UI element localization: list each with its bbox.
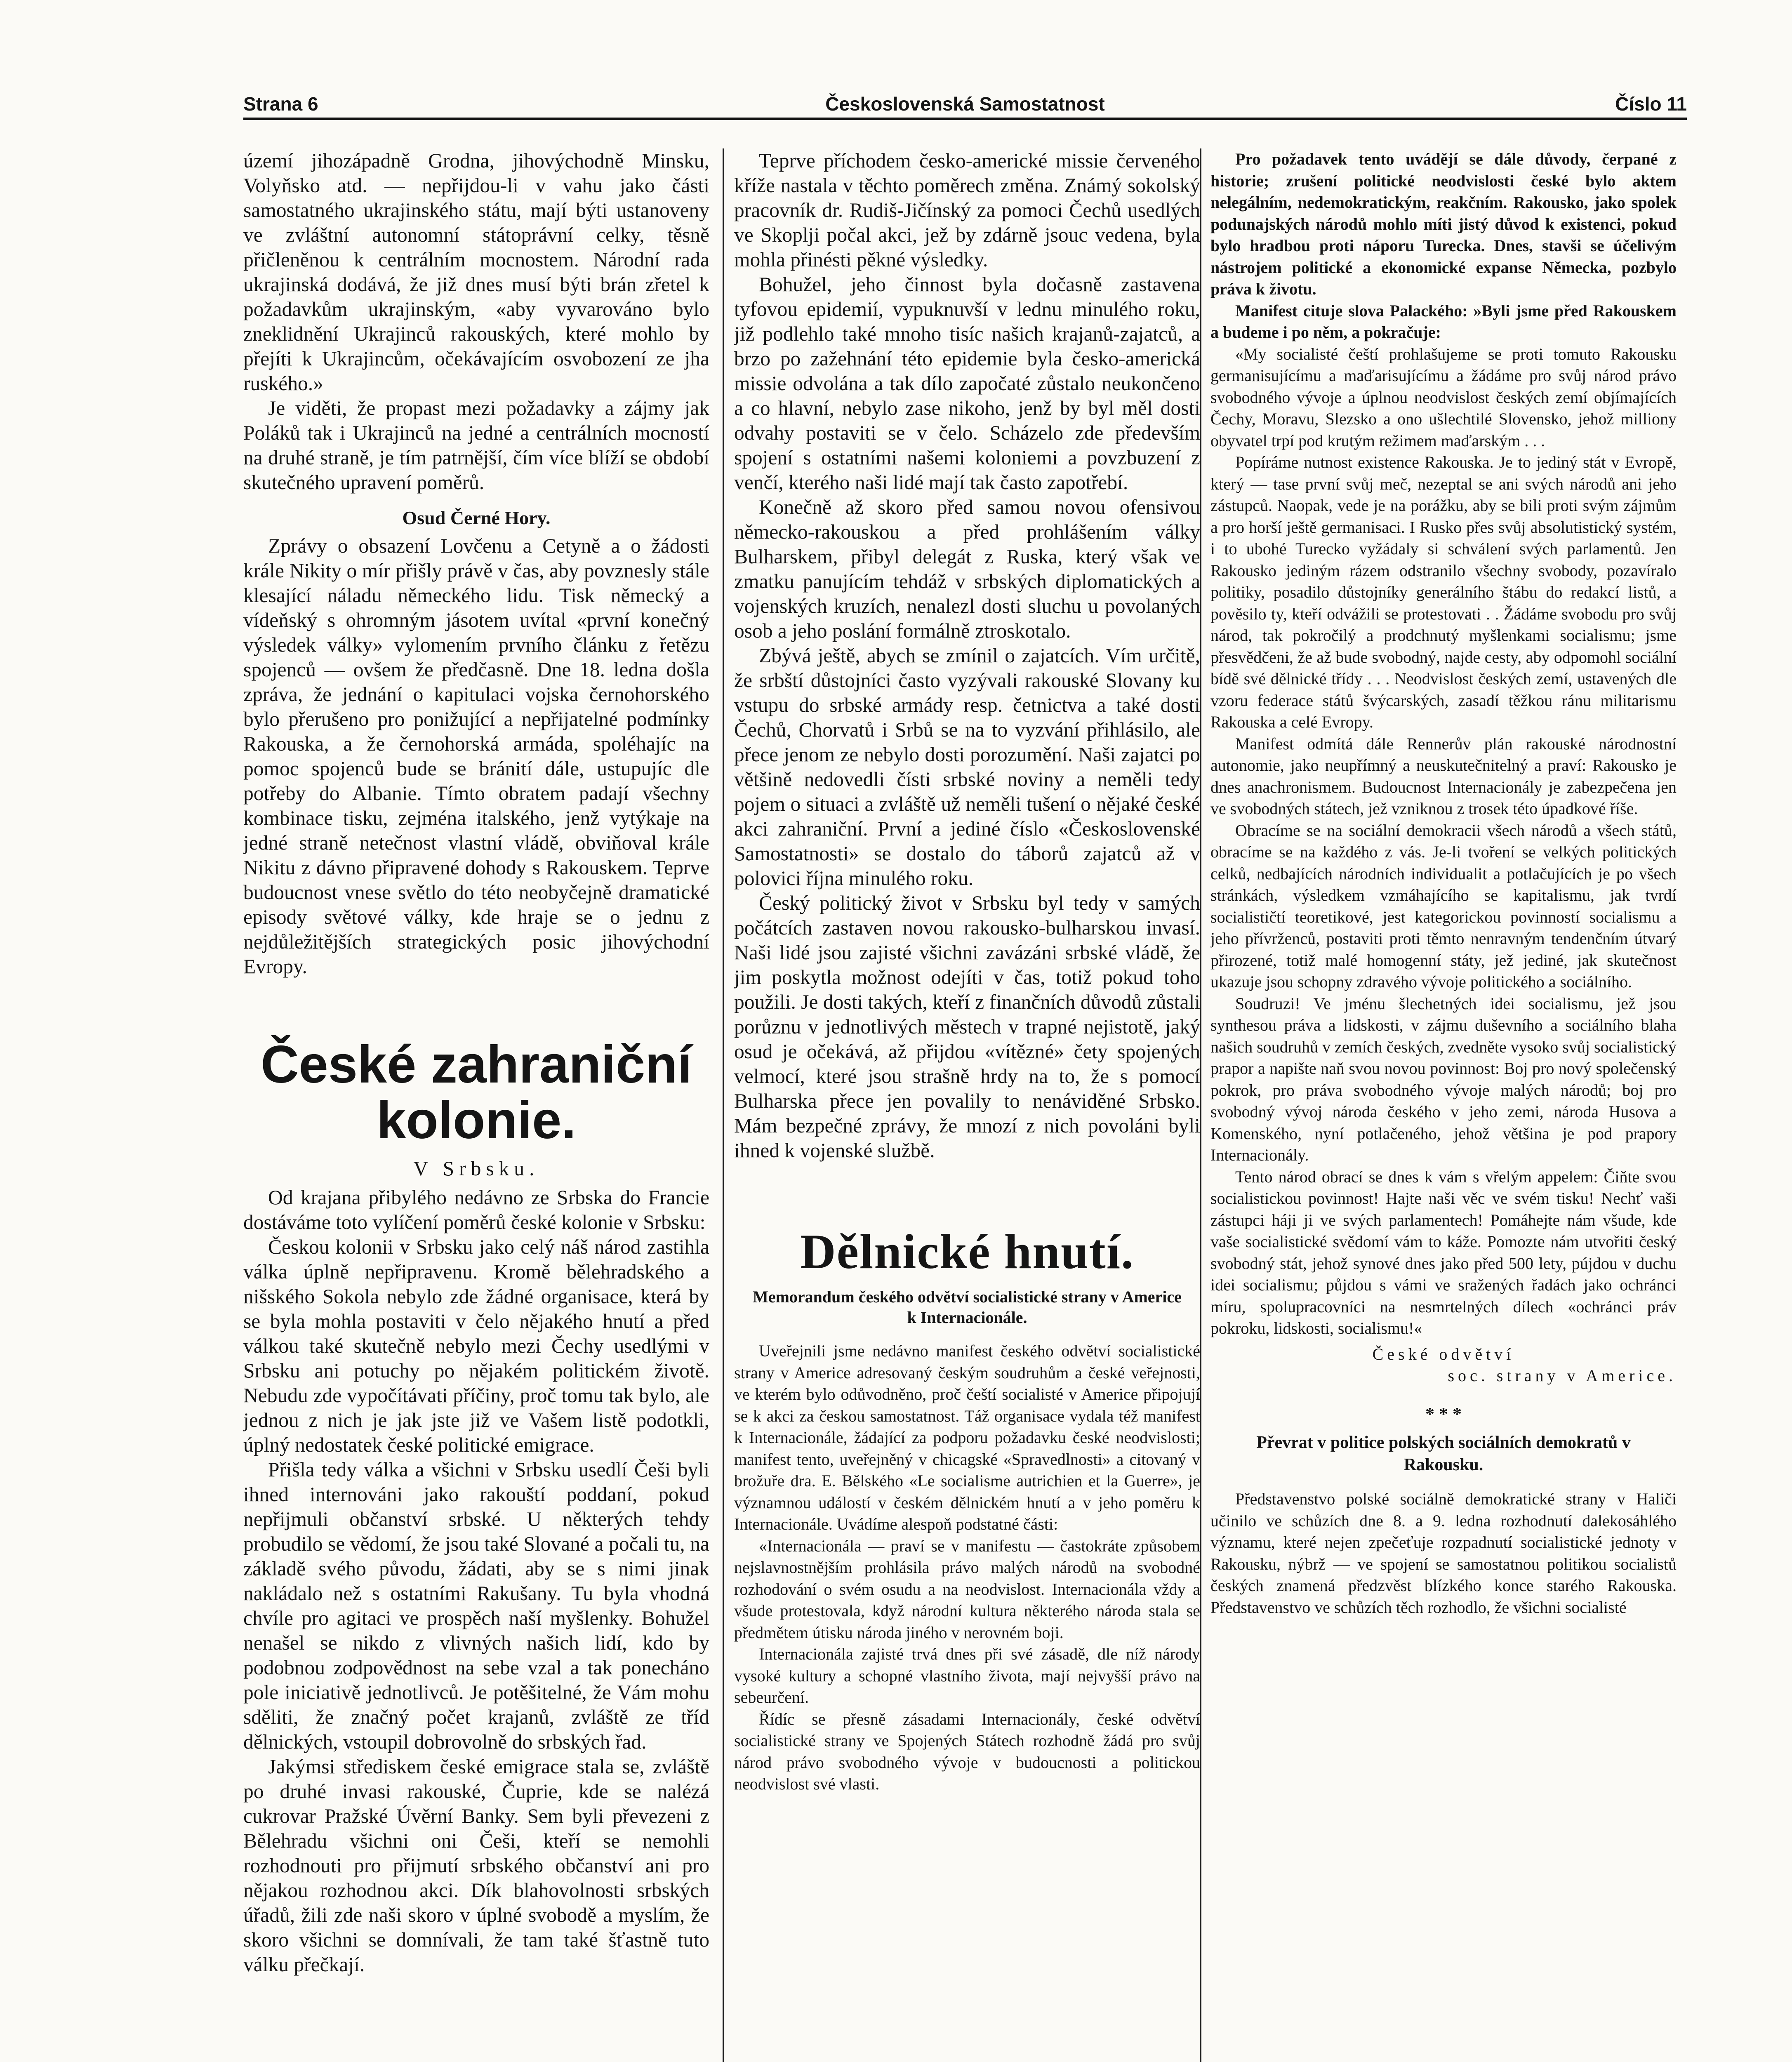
- paragraph: Internacionála zajisté trvá dnes při své zásadě, dle níž národy vysoké kultury a schopné vlastního života, mají nejvyšší právo na sebeurčení.: [734, 1645, 1200, 1707]
- issue-number: Číslo 11: [1615, 93, 1687, 115]
- paragraph: Teprve příchodem česko-americké missie červeného kříže nastala v těchto poměrech změna. Známý sokolský pracovník dr. Rudiš-Jičínský za pomoci Čechů usedlých ve Skoplji počal akci, jež by zdárně jsouc vedena, byla mohla přinésti pěkné výsledky.: [734, 149, 1200, 271]
- paragraph: Uveřejnili jsme nedávno manifest českého odvětví socialistické strany v Americe adresovaný českým soudruhům a české veřejnosti, ve kterém bylo odůvodněno, proč čeští socialisté v Americe připojují se k akci za českou samostatnost. Táž organisace vydala též manifest k Internacionále, žádající za podporu požadavku české neodvislosti; manifest tento, uveřejněný v chicagské «Spravedlnosti» a citovaný v brožuře dra. E. Bělského «Le socialisme autrichien et la Guerre», je významnou událostí v českém dělnickém hnutí a v jeho poměru k Internacionále. Uvádíme alespoň podstatné části:: [734, 1342, 1200, 1533]
- paragraph: Českou kolonii v Srbsku jako celý náš národ zastihla válka úplně nepřipravenu. Kromě bělehradského a nišského Sokola nebylo zde žádné organisace, která by se byla mohla postaviti v čelo nějakého hnutí a před válkou také skutečně nebylo mezi Čechy usedlými v Srbsku ani potuchy po nějakém politickém životě. Nebudu zde vypočítávati příčiny, proč tomu tak bylo, ale jednou z nich je jak jste již ve Vašem listě podotkli, úplný nedostatek české politické emigrace.: [243, 1236, 709, 1456]
- signature-line: soc. strany v Americe.: [1448, 1366, 1677, 1385]
- paragraph: Zbývá ještě, abych se zmínil o zajatcích. Vím určitě, že srbští důstojníci často vyzývali rakouské Slovany ku vstupu do srbské armády resp. četnictva a také dosti Čechů, Chorvatů i Srbů se na to vyzvání přihlásilo, ale přece jenom ze nebylo dosti porozumění. Naši zajatci po většině nedovedli čísti srbské noviny a neměli tedy pojem o situaci a zvláště už neměli tušení o nějaké české akci zahraniční. První a jediné číslo «Československé Samostatnosti» se dostalo do táborů zajatců až v polovici října minulého roku.: [734, 644, 1200, 890]
- article-headline: Dělnické hnutí.: [800, 1224, 1135, 1279]
- column-divider: [723, 148, 724, 2062]
- newspaper-title: Československá Samostatnost: [825, 93, 1105, 115]
- section-heading: Osud Černé Hory.: [402, 507, 551, 528]
- signature-line: České odvětví: [1372, 1344, 1515, 1363]
- paragraph: Popíráme nutnost existence Rakouska. Je to jediný stát v Evropě, který — tase první svůj meč, nezeptal se ani svých národů ani jeho zástupců. Naopak, vede je na porážku, aby se bili proti svým zájmům a pro horší ještě germanisaci. I Rusko přes svůj absolutistický systém, i to ubohé Turecko vyžádaly si schválení svých parlamentů. Jen Rakousko jediným rázem odstranilo všechny svobody, pozavíralo politiky, posadilo důstojníky generálního štábu do redakcí listů, a pověsilo ty, kteří odvážili se protestovati . . Žádáme svobodu pro svůj národ, tak pokročilý a prodchnutý myšlenkami socialismu; jsme přesvědčeni, že až bude svobodný, najde cesty, aby odpomohl sociální bídě své dělnické třídy . . . Neodvislost českých zemí, ustavených dle vzoru federace států švýcarských, zasadí těžkou ránu militarismu Rakouska a celé Evropy.: [1210, 453, 1677, 731]
- page-header: [243, 89, 1687, 120]
- paragraph: Představenstvo polské sociálně demokratické strany v Haliči učinilo ve schůzích dne 8. a 9. ledna rozhodnutí dalekosáhlého významu, které nejen zpečeťuje rozpadnutí socialistické jednoty v Rakousku, nýbrž — ve spojení se samostatnou politikou socialistů českých znamená předzvěst blízkého konce starého Rakouska. Představenstvo ve schůzích těch rozhodlo, že všichni socialisté: [1210, 1490, 1677, 1617]
- page-number: Strana 6: [243, 93, 318, 115]
- article-subheading: V Srbsku.: [413, 1157, 539, 1180]
- paragraph: Je viděti, že propast mezi požadavky a zájmy jak Poláků tak i Ukrajinců na jedné a centrálních mocností na druhé straně, je tím patrnější, čím více blíží se období skutečného upravení poměrů.: [243, 397, 709, 494]
- paragraph: «Internacionála — praví se v manifestu — častokráte způsobem nejslavnostnějším prohlásila právo malých národů na svobodné rozhodování o svém osudu a na neodvislost. Internacionála vždy a všude protestovala, když národní kultura některého národa stala se předmětem útisku národa jiného v nerovném boji.: [734, 1536, 1200, 1642]
- paragraph: území jihozápadně Grodna, jihovýchodně Minsku, Volyňsko atd. — nepřijdou-li v vahu jako části samostatného ukrajinského státu, mají býti ustanoveny ve zvláštní autonomní státoprávní celky, těsně přičleněnou k centrálním mocnostem. Národní rada ukrajinská dodává, že již dnes musí býti brán zřetel k požadavkům ukrajinským, «aby vyvarováno bylo zneklidnění Ukrajinců rakouských, které mohlo by přejíti k Ukrajincům, očekávajícím osvobození ze jha ruského.»: [243, 149, 709, 395]
- paragraph: «My socialisté čeští prohlašujeme se proti tomuto Rakousku germanisujícímu a maďarisujícímu a žádáme pro svůj národ právo svobodného vývoje a úplnou neodvislost českých zemí objímajících Čechy, Moravu, Slezsko a ono ušlechtilé Slovensko, jehož milliony obyvatel trpí pod krutým režimem maďarským . . .: [1210, 344, 1677, 450]
- paragraph: Konečně až skoro před samou novou ofensivou německo-rakouskou a před prohlášením války Bulharskem, přibyl delegát z Ruska, který však ve zmatku panujícím tehdáž v srbských diplomatických a vojenských kruzích, nenalezl dosti sluchu u povolaných osob a jeho poslání formálně ztroskotalo.: [734, 496, 1200, 642]
- column-divider: [1200, 148, 1201, 2062]
- paragraph: Od krajana přibylého nedávno ze Srbska do Francie dostáváme toto vylíčení poměrů české kolonie v Srbsku:: [243, 1186, 709, 1233]
- paragraph: Obracíme se na sociální demokracii všech národů a všech států, obracíme se na každého z vás. Je-li tvoření se velkých politických celků, nedbajících národních individualit a potlačujících je po všech stránkách, výsledkem vzmáhajícího se kapitalismu, jak tvrdí socialističtí teoretikové, jest kategorickou povinností socialismu a jeho přívrženců, postaviti proti těmto nenravným tendenčním útvarý přirozené, totiž malé homogenní státy, jež jediné, jak skutečnost ukazuje jsou schopny zdravého vývoje politického a sociálního.: [1210, 821, 1677, 991]
- paragraph: Manifest cituje slova Palackého: »Byli jsme před Rakouskem a budeme i po něm, a pokračuje:: [1210, 301, 1677, 341]
- paragraph: Pro požadavek tento uvádějí se dále důvody, čerpané z historie; zrušení politické neodvislosti české bylo aktem nelegálním, nedemokratickým, reakčním. Rakousko, jako spolek podunajských národů mohlo míti jistý důvod k existenci, pokud bylo hradbou proti náporu Turecka. Dnes, stavši se účelivým nástrojem politické a ekonomické expanse Německa, pozbylo práva k životu.: [1210, 150, 1677, 298]
- column-1: [243, 148, 709, 2062]
- article-headline: České zahraniční kolonie.: [261, 1035, 692, 1150]
- paragraph: Soudruzi! Ve jménu šlechetných idei socialismu, jež jsou synthesou práva a lidskosti, v zájmu duševního a sociálního blaha našich soudruhů v zemích českých, zvedněte vysoko svůj socialistický prapor a napište naň svou novou povinnost: Boj pro nový společenský pokrok, pro práva svobodného vývoje malých národů; boj pro svobodný vývoj národa českého v jeho zemi, národa Husova a Komenského, nyní potlačeného, jehož většina je pod prapory Internacionály.: [1210, 994, 1677, 1164]
- paragraph: Řídíc se přesně zásadami Internacionály, české odvětví socialistické strany ve Spojených Státech rozhodně žádá pro svůj národ právo svobodného vývoje v budoucnosti a politickou neodvislost své vlasti.: [734, 1709, 1200, 1793]
- column-2: [734, 148, 1200, 2062]
- paragraph: Zprávy o obsazení Lovčenu a Cetyně a o žádosti krále Nikity o mír přišly právě v čas, aby povznesly stále klesající náladu německého lidu. Tisk německý a vídeňský s ohromným jásotem uvítal «první konečný výsledek války» vylomením prvního článku z řetězu spojenců — ovšem že předčasně. Dne 18. ledna došla zpráva, že jednání o kapitulaci vojska černohorského bylo přerušeno pro ponižující a nepřijatelné podmínky Rakouska, a že černohorská armáda, spoléhajíc na pomoc spojenců bude se bránití dále, ustupujíc dle potřeby do Albanie. Tímto obratem padají všechny kombinace tisku, zejména italského, jenž vytýkaje na jedné straně netečnost vlastní vládě, obviňoval krále Nikitu z dávno připravené dohody s Rakouskem. Teprve budoucnost vnese světlo do této neobyčejně dramatické episody světové války, kde hraje se o jednu z nejdůležitějších strategických posic jihovýchodní Evropy.: [243, 534, 709, 978]
- paragraph: Tento národ obrací se dnes k vám s vřelým appelem: Čiňte svou socialistickou povinnost! Hajte naši věc ve svém tisku! Nechť vaši zástupci háji ji ve svých parlamentech! Pomáhejte nám všude, kde vaše socialistické svědomí vám to káže. Pomozte nám utvořiti český svobodný stát, jehož synové dnes jako před 500 lety, pújdou v duchu idei socialismu; půjdou s vámi ve sražených řadách jako ochránci míru, spolupracovníci na nesmrtelných dílech «ochránci práv pokroku, lidskosti, socialismu!«: [1210, 1167, 1677, 1337]
- article-headline: Převrat v politice polských sociálních demokratů v Rakousku.: [1256, 1433, 1631, 1474]
- article-subheading: Memorandum českého odvětví socialistické strany v Americe k Internacionále.: [753, 1288, 1182, 1327]
- paragraph: Manifest odmítá dále Rennerův plán rakouské národnostní autonomie, jako neupřímný a neuskutečnitelný a praví: Rakousko je dnes anachronismem. Budoucnost Internacionály je zabezpečena jen ve svobodných státech, jež vzniknou z trosek této úpadkové říše.: [1210, 734, 1677, 818]
- paragraph: Bohužel, jeho činnost byla dočasně zastavena tyfovou epidemií, vypuknuvší v lednu minulého roku, již podlehlo také mnoho tisíc našich krajanů-zajatců, a brzo po zažehnání této epidemie byla česko-americká missie odvolána a tak dílo započaté zůstalo neukončeno a co hlavní, nebylo zase nikoho, jenž by byl měl dosti odvahy postaviti se v čelo. Scházelo zde především spojení s ostatními našemi koloniemi a povzbuzení z venčí, kterého naši lidé mají tak často zapotřebí.: [734, 273, 1200, 494]
- paragraph: Přišla tedy válka a všichni v Srbsku usedlí Češi byli ihned internováni jako rakouští poddaní, pokud nepřijmuli občanství srbské. U některých tehdy probudilo se vědomí, že jsou také Slované a počali tu, na základě svého původu, žádati, aby se s nimi jinak nakládalo než s ostatními Rakušany. Tu byla vhodná chvíle pro agitaci ve prospěch naší myšlenky. Bohužel nenašel se nikdo z vlivných našich lidí, kdo by podobnou zodpovědnost na sebe vzal a tak ponecháno pole iniciativě jednotlivců. Je potěšitelné, že Vám mohu sděliti, že značný počet krajanů, zvláště ze tříd dělnických, vstoupil dobrovolně do srbských řad.: [243, 1458, 709, 1753]
- paragraph: Jakýmsi střediskem české emigrace stala se, zvláště po druhé invasi rakouské, Čuprie, kde se nalézá cukrovar Pražské Úvěrní Banky. Sem byli převezeni z Bělehradu všichni oni Češi, kteří se nemohli rozhodnouti pro přijmutí srbského občanství ani pro nějakou rozhodnou akci. Dík blahovolnosti srbských úřadů, žili zde naši skoro v úplné svobodě a myslím, že skoro všichni se domnívali, že tam také šťastně tuto válku přečkají.: [243, 1755, 709, 1976]
- paragraph: Český politický život v Srbsku byl tedy v samých počátcích zastaven novou rakousko-bulharskou invasí. Naši lidé jsou zajisté všichni zavázáni srbské vládě, že jim poskytla možnost odejíti v čas, totiž pokud toho použili. Je dosti takých, kteří z finančních důvodů zůstali porůznu v jednotlivých městech v trapné nejistotě, jaký osud je očekává, až přijdou «vítězné» čety spojených velmocí, které jsou strašně hrdy na to, že s pomocí Bulharska přece jen povalily to nenáviděné Srbsko. Mám bezpečné zprávy, že mnozí z nich povoláni byli ihned k vojenské službě.: [734, 892, 1200, 1162]
- section-separator: * * *: [1425, 1403, 1462, 1424]
- column-3: [1210, 148, 1677, 2062]
